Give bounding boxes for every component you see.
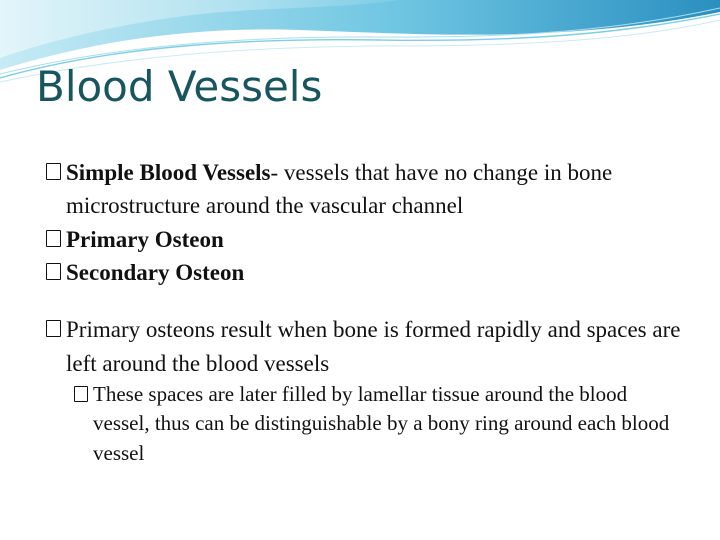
box-bullet-icon xyxy=(46,263,61,280)
box-bullet-icon xyxy=(46,320,61,337)
term-simple-blood-vessels: Simple Blood Vessels xyxy=(66,160,271,185)
slide-title: Blood Vessels xyxy=(36,62,323,111)
text-primary-osteons-result: Primary osteons result when bone is formed rapidly and spaces are left around the blood vessels xyxy=(66,317,681,376)
box-bullet-icon xyxy=(46,230,61,247)
bullet-item-primary-osteons-result xyxy=(46,313,686,380)
term-primary-osteon: Primary Osteon xyxy=(66,226,224,252)
term-secondary-osteon: Secondary Osteon xyxy=(66,260,245,286)
definition-simple-blood-vessels: - vessels that have no change in bone microstructure around the vascular channel xyxy=(66,160,613,219)
text-lamellar-tissue: These spaces are later filled by lamellar tissue around the blood vessel, thus can be distinguishable by a bony ring around each blood vessel xyxy=(93,382,670,465)
spacer xyxy=(46,289,686,313)
box-bullet-icon xyxy=(46,163,61,180)
bullet-list xyxy=(46,156,686,468)
sub-bullet-item-lamellar-tissue xyxy=(74,380,686,468)
bullet-item-primary-osteon xyxy=(46,223,686,256)
bullet-item-simple-blood-vessels xyxy=(46,156,686,223)
box-bullet-icon xyxy=(74,386,88,402)
bullet-item-secondary-osteon xyxy=(46,256,686,289)
